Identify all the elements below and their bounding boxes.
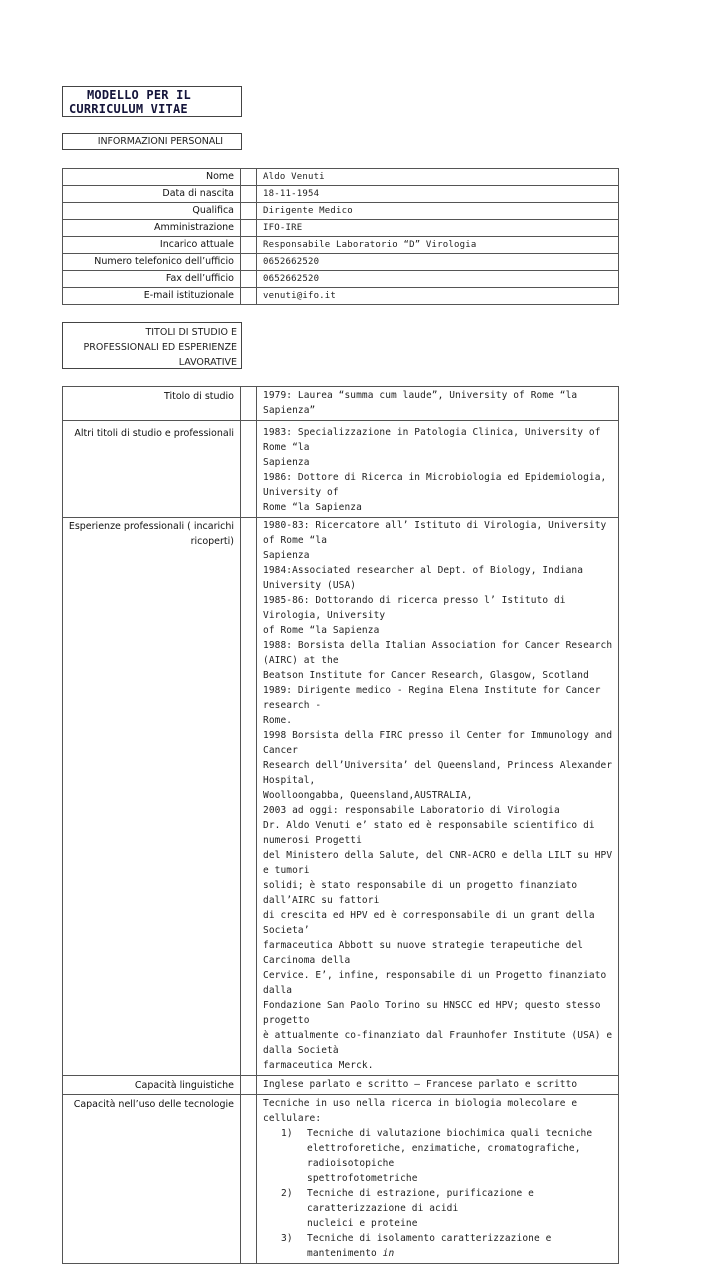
table-row	[63, 421, 619, 518]
text-line: Rome.	[263, 715, 293, 726]
text-line: Tecniche di estrazione, purificazione e caratterizzazione di acidi	[307, 1188, 534, 1214]
list-number: 1)	[281, 1128, 293, 1139]
esperienze-label-line2: ricoperti)	[190, 536, 234, 547]
table-row	[63, 237, 619, 254]
field-value-amministrazione: IFO-IRE	[257, 220, 619, 237]
personal-info-heading	[62, 133, 242, 150]
titoli-heading-line1: TITOLI DI STUDIO E	[145, 327, 237, 338]
table-row	[63, 220, 619, 237]
text-line: 1980-83: Ricercatore all’ Istituto di Virologia, University of Rome “la	[263, 520, 607, 546]
titoli-heading	[62, 322, 242, 369]
table-row	[63, 288, 619, 305]
text-line: 1984:Associated researcher al Dept. of Biology, Indiana University (USA)	[263, 565, 584, 591]
tecnologie-intro: Tecniche in uso nella ricerca in biologia molecolare e cellulare:	[263, 1098, 578, 1124]
field-label-fax: Fax dell’ufficio	[63, 271, 241, 288]
text-line: spettrofotometriche	[307, 1173, 418, 1184]
field-value-incarico: Responsabile Laboratorio “D” Virologia	[257, 237, 619, 254]
text-line: Woolloongabba, Queensland,AUSTRALIA,	[263, 790, 473, 801]
list-item	[263, 1186, 614, 1231]
text-line: Tecniche di isolamento caratterizzazione e mantenimento in	[307, 1233, 552, 1259]
text-line: elettroforetiche, enzimatiche, cromatografiche, radioisotopiche	[307, 1143, 581, 1169]
table-row	[63, 254, 619, 271]
table-row	[63, 1076, 619, 1095]
field-label-data-nascita: Data di nascita	[63, 186, 241, 203]
experience-table	[62, 386, 619, 1264]
tecnologie-label: Capacità nell’uso delle tecnologie	[63, 1095, 241, 1264]
field-label-amministrazione: Amministrazione	[63, 220, 241, 237]
personal-info-heading-text: INFORMAZIONI PERSONALI	[97, 136, 223, 147]
text-line: Cervice. E’, infine, responsabile di un Progetto finanziato dalla	[263, 970, 607, 996]
text-line: 1983: Specializzazione in Patologia Clinica, University of Rome “la	[263, 427, 601, 453]
field-value-fax: 0652662520	[257, 271, 619, 288]
text-line: Research dell’Universita’ del Queensland, Princess Alexander Hospital,	[263, 760, 613, 786]
text-line: di crescita ed HPV ed è corresponsabile di un grant della Societa’	[263, 910, 595, 936]
text-line: farmaceutica Abbott su nuove strategie terapeutiche del Carcinoma della	[263, 940, 584, 966]
table-row	[63, 271, 619, 288]
text-line: 1998 Borsista della FIRC presso il Center for Immunology and Cancer	[263, 730, 613, 756]
field-label-qualifica: Qualifica	[63, 203, 241, 220]
list-number: 2)	[281, 1188, 293, 1199]
tecnologie-list	[263, 1126, 614, 1261]
table-row	[63, 169, 619, 186]
field-label-incarico: Incarico attuale	[63, 237, 241, 254]
text-line: Sapienza	[263, 457, 310, 468]
text-line: è attualmente co-finanziato dal Fraunhofer Institute (USA) e dalla Società	[263, 1030, 613, 1056]
list-item	[263, 1126, 614, 1186]
field-value-email[interactable]: venuti@ifo.it	[257, 288, 619, 305]
field-label-nome: Nome	[63, 169, 241, 186]
table-row	[63, 203, 619, 220]
lingue-label: Capacità linguistiche	[63, 1076, 241, 1095]
cv-title-line2: CURRICULUM VITAE	[69, 102, 188, 116]
cv-title-box	[62, 86, 242, 117]
titolo-studio-label: Titolo di studio	[63, 387, 241, 421]
titolo-studio-value: 1979: Laurea “summa cum laude”, University of Rome “la Sapienza”	[257, 387, 619, 421]
table-row	[63, 1095, 619, 1264]
personal-info-table	[62, 168, 619, 305]
field-value-qualifica: Dirigente Medico	[257, 203, 619, 220]
lingue-value: Inglese parlato e scritto – Francese parlato e scritto	[257, 1076, 619, 1095]
table-row	[63, 186, 619, 203]
text-line: nucleici e proteine	[307, 1218, 418, 1229]
text-line: Beatson Institute for Cancer Research, Glasgow, Scotland	[263, 670, 589, 681]
list-number: 3)	[281, 1233, 293, 1244]
field-value-nome: Aldo Venuti	[257, 169, 619, 186]
esperienze-label	[63, 518, 241, 1076]
field-value-telefono: 0652662520	[257, 254, 619, 271]
titoli-heading-line2: PROFESSIONALI ED ESPERIENZE	[83, 342, 237, 353]
list-item	[263, 1231, 614, 1261]
cv-title-line1: MODELLO PER IL	[87, 88, 191, 102]
text-line: Rome “la Sapienza	[263, 502, 362, 513]
text-line: Sapienza	[263, 550, 310, 561]
altri-titoli-value	[257, 421, 619, 518]
esperienze-label-line1: Esperienze professionali ( incarichi	[68, 521, 234, 532]
text-line: Tecniche di valutazione biochimica quali tecniche	[307, 1128, 593, 1139]
field-label-telefono: Numero telefonico dell’ufficio	[63, 254, 241, 271]
text-line: del Ministero della Salute, del CNR-ACRO e della LILT su HPV e tumori	[263, 850, 613, 876]
text-line: solidi; è stato responsabile di un progetto finanziato dall’AIRC su fattori	[263, 880, 578, 906]
text-line: Fondazione San Paolo Torino su HNSCC ed HPV; questo stesso progetto	[263, 1000, 601, 1026]
text-line: 1986: Dottore di Ricerca in Microbiologia ed Epidemiologia, University of	[263, 472, 607, 498]
table-row	[63, 387, 619, 421]
field-value-data-nascita: 18-11-1954	[257, 186, 619, 203]
text-line: 1985-86: Dottorando di ricerca presso l’ Istituto di Virologia, University	[263, 595, 566, 621]
text-line: 1988: Borsista della Italian Association for Cancer Research (AIRC) at the	[263, 640, 613, 666]
esperienze-value	[257, 518, 619, 1076]
text-line: of Rome “la Sapienza	[263, 625, 380, 636]
tecnologie-value	[257, 1095, 619, 1264]
text-line: Dr. Aldo Venuti e’ stato ed è responsabile scientifico di numerosi Progetti	[263, 820, 595, 846]
table-row	[63, 518, 619, 1076]
titoli-heading-line3: LAVORATIVE	[178, 357, 237, 368]
field-label-email: E-mail istituzionale	[63, 288, 241, 305]
text-line: 1989: Dirigente medico - Regina Elena Institute for Cancer research -	[263, 685, 601, 711]
altri-titoli-label: Altri titoli di studio e professionali	[63, 421, 241, 518]
text-line: farmaceutica Merck.	[263, 1060, 374, 1071]
text-line: 2003 ad oggi: responsabile Laboratorio di Virologia	[263, 805, 560, 816]
